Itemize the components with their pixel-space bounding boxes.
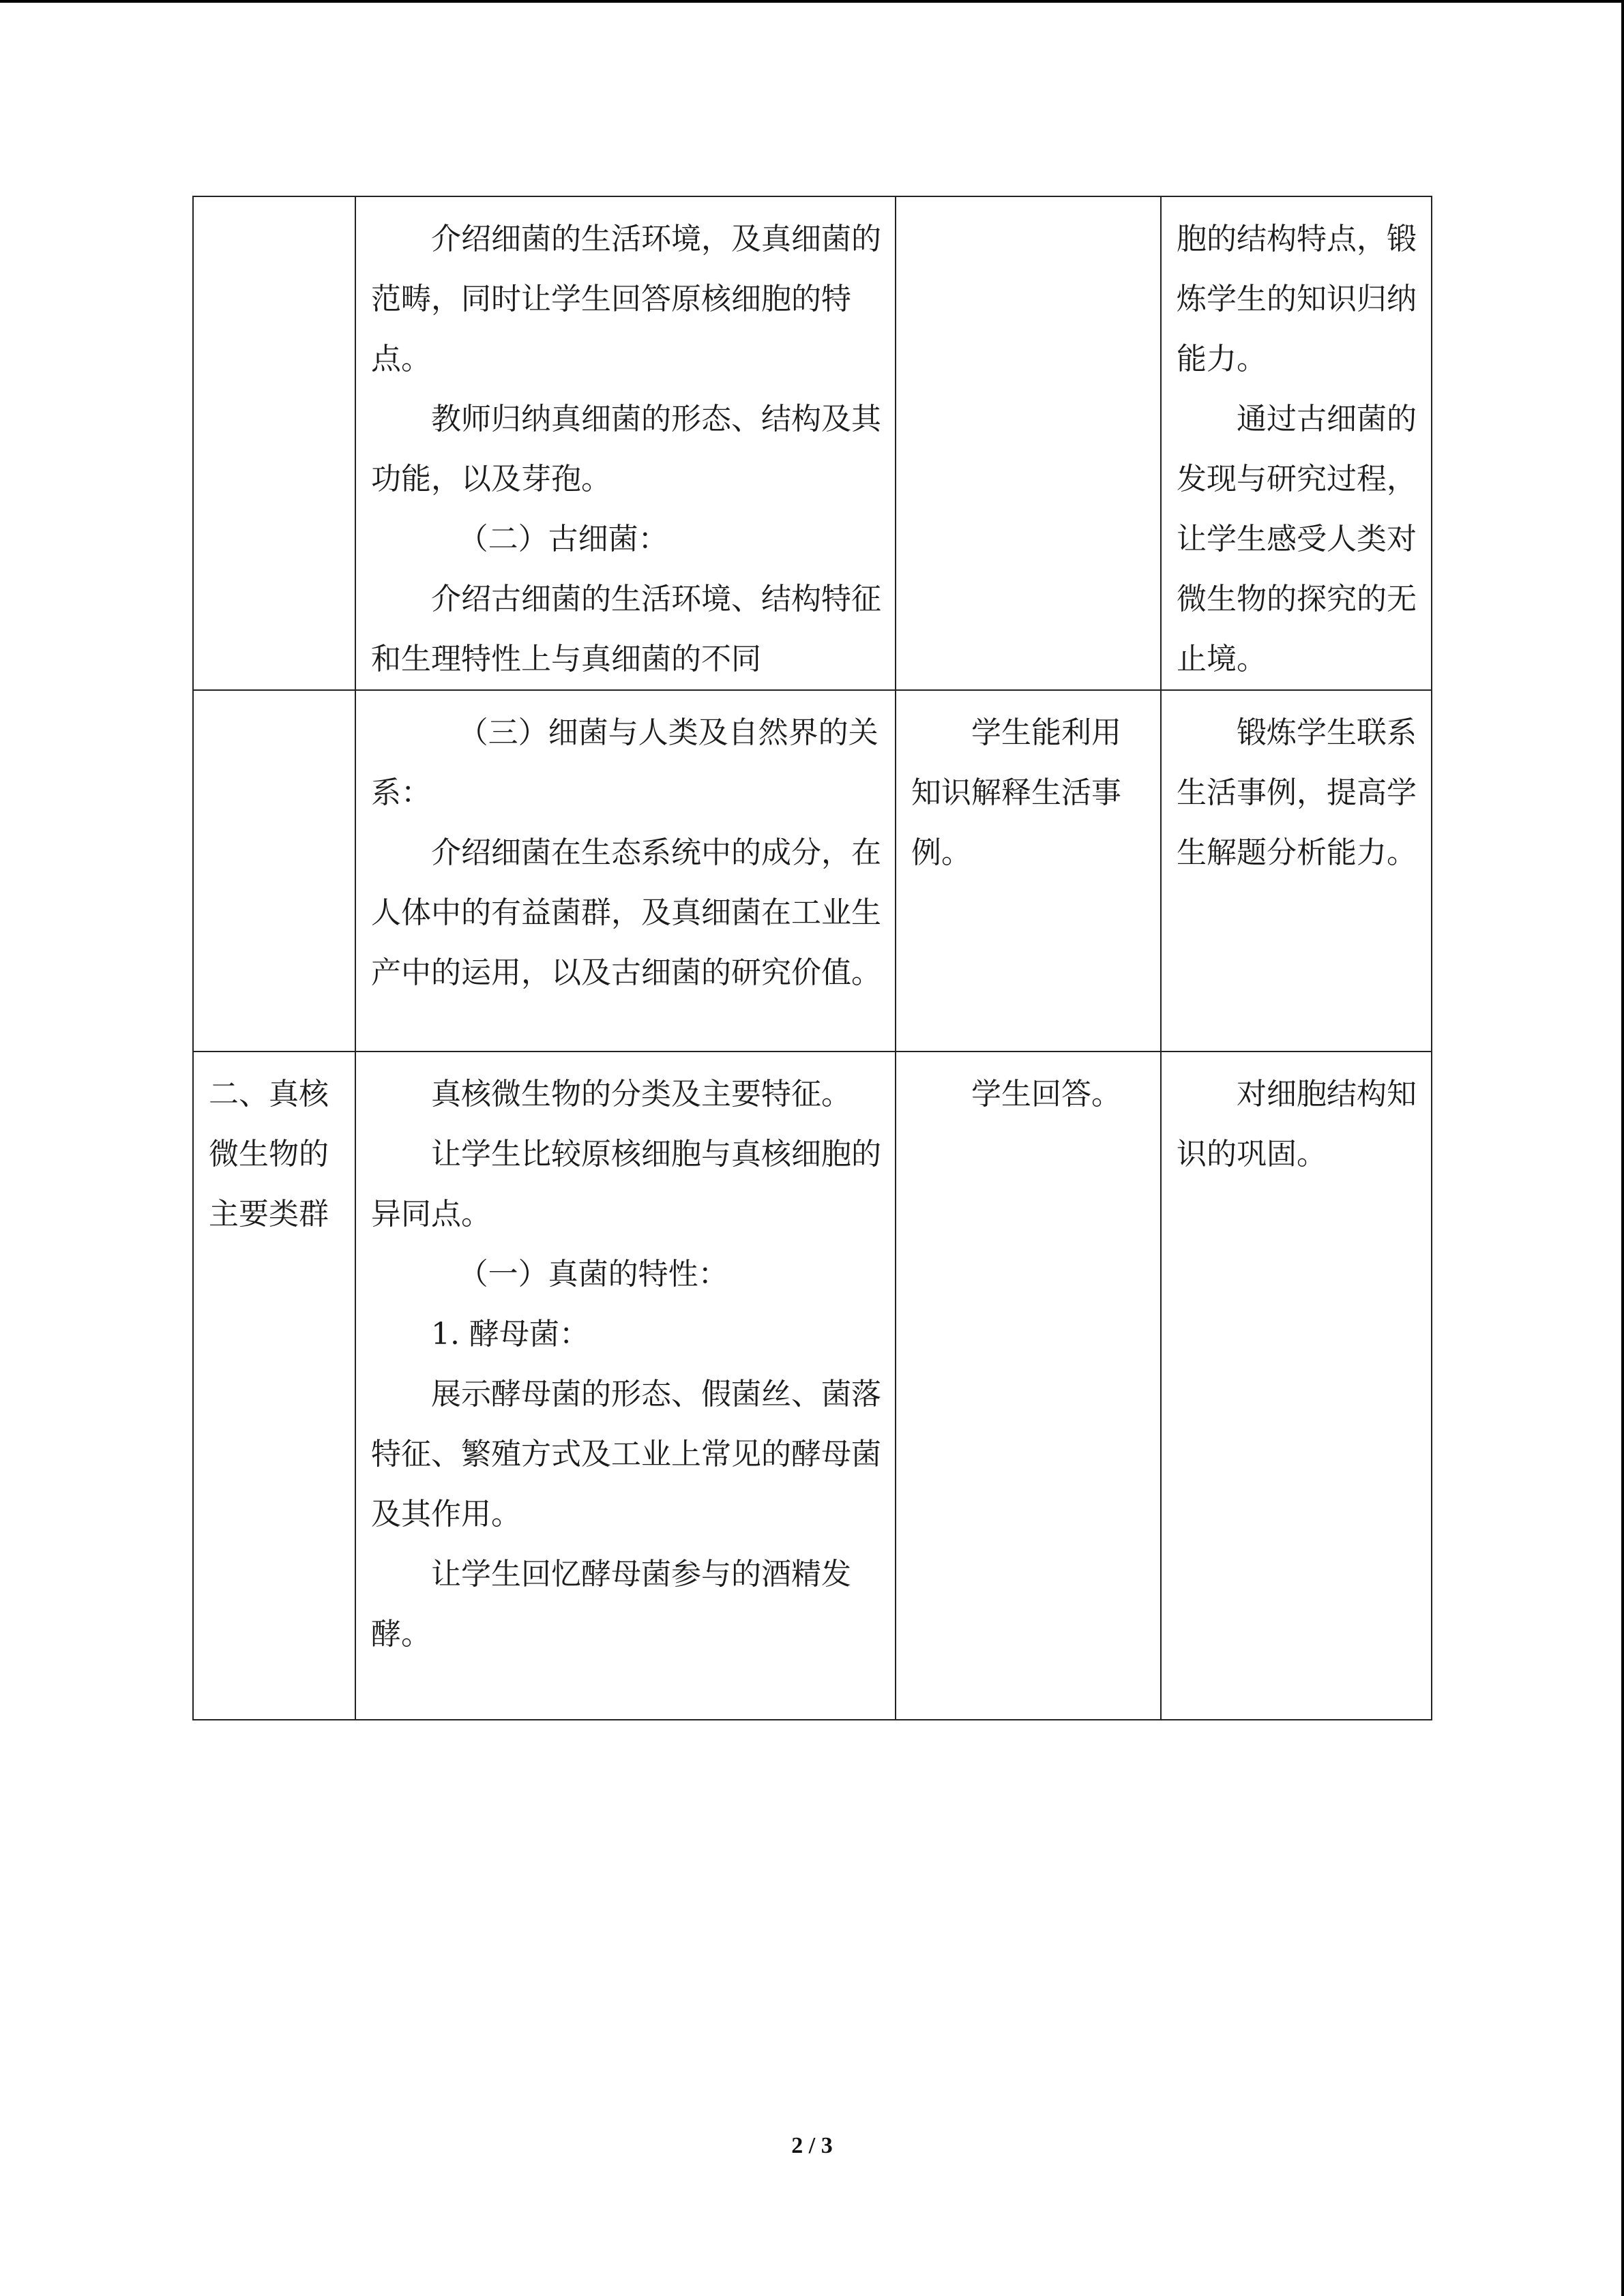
section-cell xyxy=(193,1052,355,1720)
section-title: 二、真核微生物的主要类群 xyxy=(209,1077,329,1232)
paragraph: 教师归纳真细菌的形态、结构及其功能，以及芽孢。 xyxy=(371,402,881,496)
paragraph: 对细胞结构知识的巩固。 xyxy=(1177,1077,1417,1172)
paragraph: 真核微生物的分类及主要特征。 xyxy=(431,1077,851,1112)
paragraph: 让学生回忆酵母菌参与的酒精发酵。 xyxy=(371,1557,851,1652)
paragraph: 介绍细菌在生态系统中的成分，在人体中的有益菌群，及真细菌在工业生产中的运用，以及古细菌的研究价值。 xyxy=(371,835,881,990)
section-cell xyxy=(193,196,355,690)
paragraph: 1. 酵母菌： xyxy=(431,1317,589,1352)
teacher-activity-cell xyxy=(355,690,896,1052)
paragraph: 锻炼学生联系生活事例，提高学生解题分析能力。 xyxy=(1177,715,1417,870)
paragraph: （三）细菌与人类及自然界的关系： xyxy=(371,715,879,810)
paragraph: 介绍古细菌的生活环境、结构特征和生理特性上与真细菌的不同 xyxy=(371,582,881,676)
student-activity-cell xyxy=(896,1052,1161,1720)
design-intent-cell xyxy=(1161,690,1432,1052)
page-number: 2 / 3 xyxy=(791,2133,833,2158)
student-activity-cell xyxy=(896,196,1161,690)
student-activity-cell xyxy=(896,690,1161,1052)
design-intent-cell xyxy=(1161,196,1432,690)
page-border-right xyxy=(1621,0,1624,2296)
paragraph: （一）真菌的特性： xyxy=(458,1257,728,1292)
paragraph: 让学生比较原核细胞与真核细胞的异同点。 xyxy=(371,1137,881,1232)
table-row xyxy=(193,690,1432,1052)
paragraph: 展示酵母菌的形态、假菌丝、菌落特征、繁殖方式及工业上常见的酵母菌及其作用。 xyxy=(371,1377,881,1532)
table-row xyxy=(193,1052,1432,1720)
design-intent-cell xyxy=(1161,1052,1432,1720)
table-row xyxy=(193,196,1432,690)
page-border-top xyxy=(0,0,1624,3)
paragraph: 胞的结构特点，锻炼学生的知识归纳能力。 xyxy=(1177,222,1417,376)
paragraph: （二）古细菌： xyxy=(458,522,668,556)
lesson-plan-table xyxy=(192,196,1432,1720)
section-cell xyxy=(193,690,355,1052)
teacher-activity-cell xyxy=(355,196,896,690)
paragraph: 学生回答。 xyxy=(971,1077,1121,1112)
paragraph: 通过古细菌的发现与研究过程，让学生感受人类对微生物的探究的无止境。 xyxy=(1177,402,1417,676)
paragraph: 介绍细菌的生活环境，及真细菌的范畴，同时让学生回答原核细胞的特点。 xyxy=(371,222,881,376)
teacher-activity-cell xyxy=(355,1052,896,1720)
paragraph: 学生能利用知识解释生活事例。 xyxy=(911,715,1121,870)
